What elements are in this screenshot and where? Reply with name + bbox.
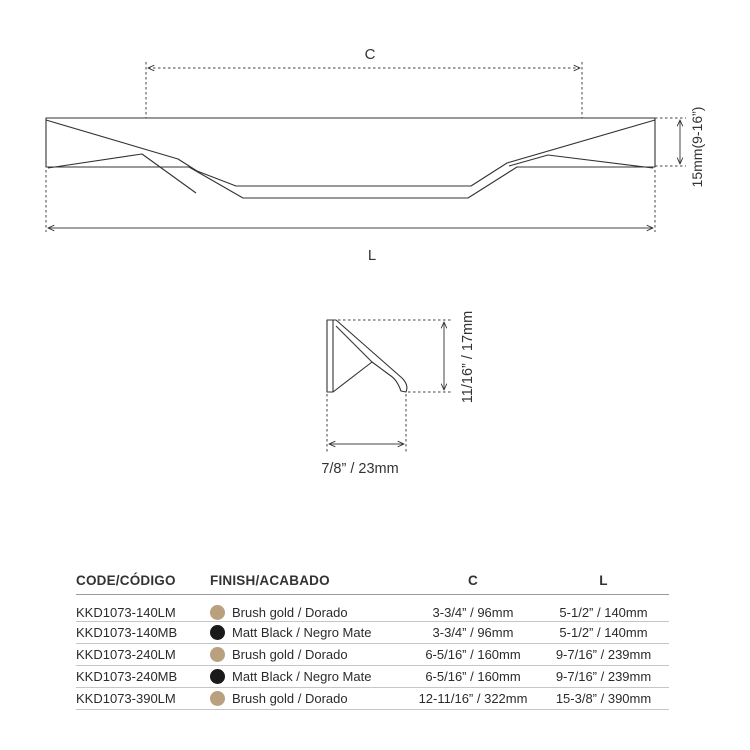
product-code: KKD1073-240LM [76, 644, 210, 666]
product-code: KKD1073-140LM [76, 595, 210, 622]
handle-front-view [46, 118, 655, 198]
finish-label: Matt Black / Negro Mate [232, 669, 372, 684]
profile-outline [327, 320, 407, 392]
l-value: 5-1/2” / 140mm [538, 622, 669, 644]
c-value: 6-5/16” / 160mm [408, 666, 538, 688]
dimension-profile-width-label: 7/8” / 23mm [321, 461, 399, 477]
dimension-c-label: C [364, 46, 376, 63]
table-row [76, 666, 669, 688]
finish-cell [210, 666, 408, 688]
header-code: CODE/CÓDIGO [76, 566, 210, 595]
finish-label: Matt Black / Negro Mate [232, 625, 372, 640]
dimension-c [146, 62, 582, 118]
l-value: 15-3/8” / 390mm [538, 688, 669, 710]
matt-black-swatch-icon [210, 625, 225, 640]
dimension-height [655, 118, 686, 166]
table-row [76, 644, 669, 666]
dimension-profile-width [327, 394, 406, 452]
handle-right-facet [509, 155, 653, 168]
finish-cell [210, 688, 408, 710]
spec-table-body [76, 595, 669, 710]
spec-table-header [76, 566, 669, 595]
finish-label: Brush gold / Dorado [232, 647, 348, 662]
c-value: 6-5/16” / 160mm [408, 644, 538, 666]
dimension-profile-height [338, 320, 452, 392]
dimension-l [46, 170, 655, 232]
product-code: KKD1073-140MB [76, 622, 210, 644]
finish-cell [210, 595, 408, 622]
matt-black-swatch-icon [210, 669, 225, 684]
brush-gold-swatch-icon [210, 605, 225, 620]
dimension-profile-height-label: 11/16” / 17mm [460, 310, 476, 404]
product-code: KKD1073-390LM [76, 688, 210, 710]
c-value: 12-11/16” / 322mm [408, 688, 538, 710]
finish-cell [210, 644, 408, 666]
handle-side-profile [327, 320, 407, 392]
brush-gold-swatch-icon [210, 647, 225, 662]
brush-gold-swatch-icon [210, 691, 225, 706]
header-finish: FINISH/ACABADO [210, 566, 408, 595]
dimension-l-label: L [367, 247, 377, 264]
header-l: L [538, 566, 669, 595]
spec-table [76, 566, 669, 710]
l-value: 9-7/16” / 239mm [538, 666, 669, 688]
handle-inner-edge [46, 120, 655, 186]
table-row [76, 595, 669, 622]
l-value: 5-1/2” / 140mm [538, 595, 669, 622]
c-value: 3-3/4” / 96mm [408, 595, 538, 622]
c-value: 3-3/4” / 96mm [408, 622, 538, 644]
l-value: 9-7/16” / 239mm [538, 644, 669, 666]
finish-cell [210, 622, 408, 644]
header-c: C [408, 566, 538, 595]
table-row [76, 688, 669, 710]
finish-label: Brush gold / Dorado [232, 605, 348, 620]
handle-left-facet [48, 154, 196, 193]
finish-label: Brush gold / Dorado [232, 691, 348, 706]
table-row [76, 622, 669, 644]
product-code: KKD1073-240MB [76, 666, 210, 688]
dimension-height-label: 15mm(9-16”) [689, 106, 705, 188]
